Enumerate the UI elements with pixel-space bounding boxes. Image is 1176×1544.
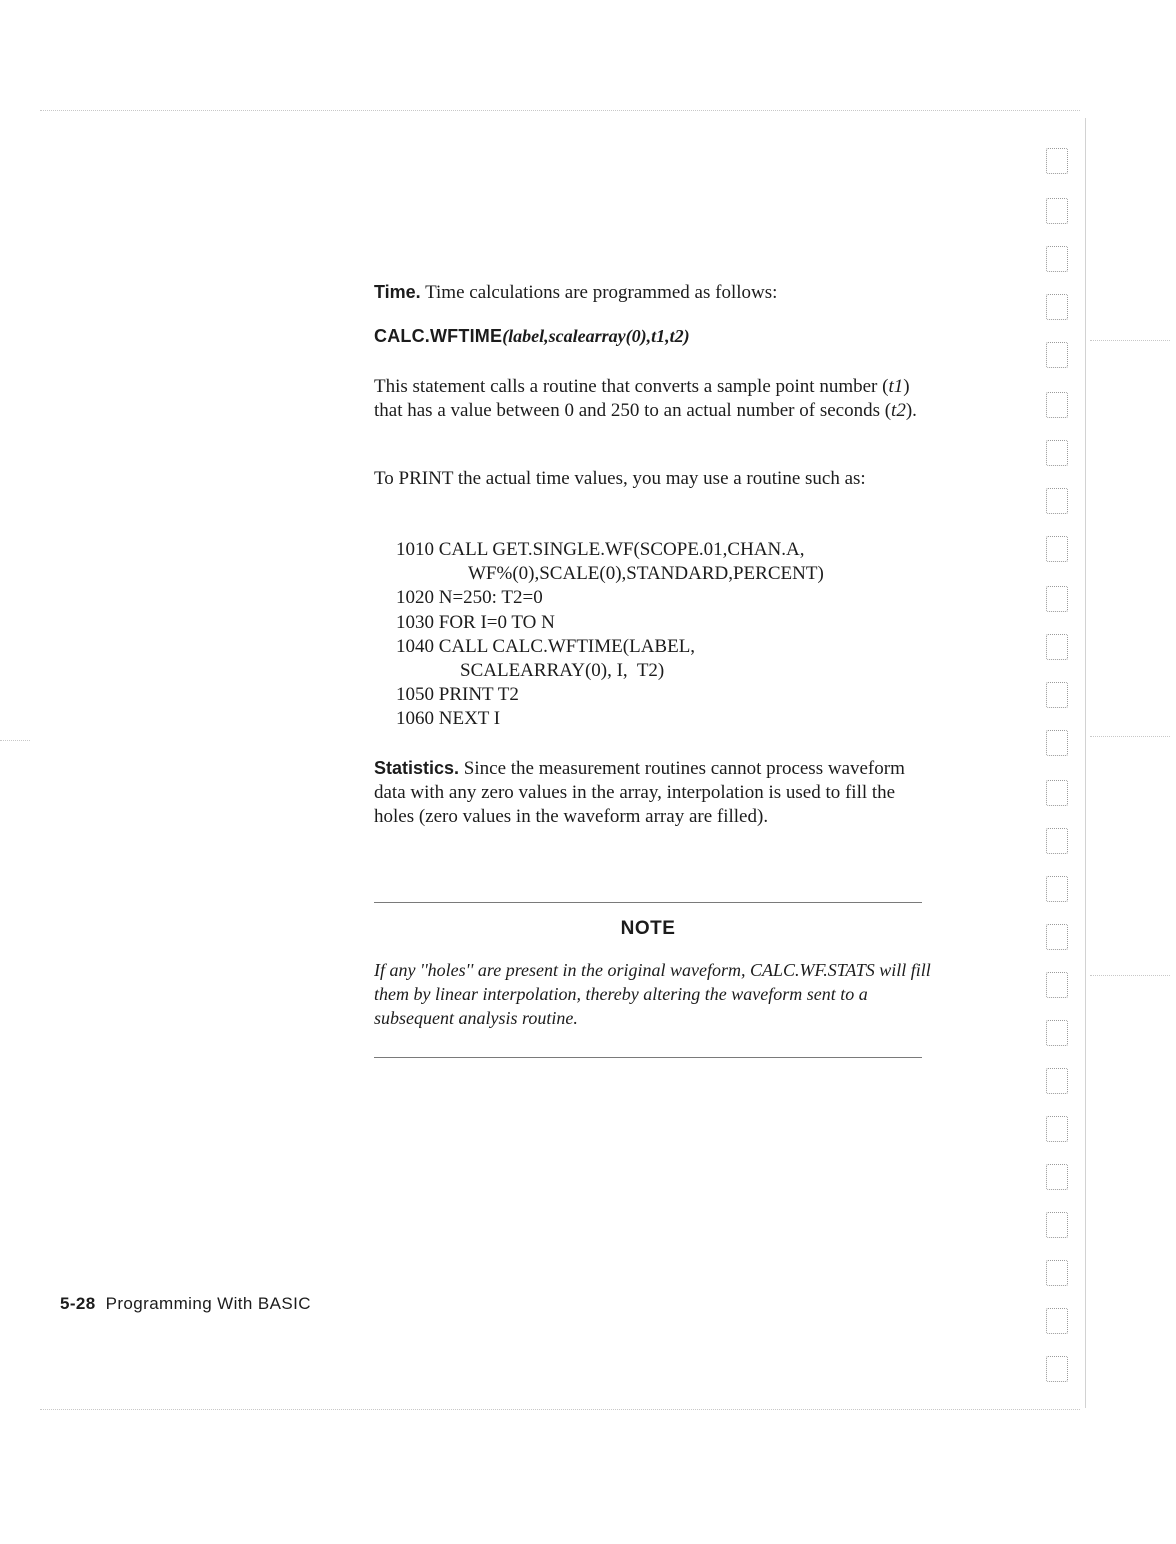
code-line: SCALEARRAY(0), I, T2) bbox=[460, 660, 665, 682]
binder-tab bbox=[1046, 1164, 1068, 1190]
binder-tab bbox=[1046, 148, 1068, 174]
code-line: 1010 CALL GET.SINGLE.WF(SCOPE.01,CHAN.A, bbox=[396, 539, 805, 560]
conversion-text-2: ) that has a value between 0 and 250 to an actual number of seconds ( bbox=[374, 376, 910, 421]
statistics-heading: Statistics. bbox=[374, 758, 460, 778]
binder-tab bbox=[1046, 198, 1068, 224]
binder-tab bbox=[1046, 1116, 1068, 1142]
statistics-text: Since the measurement routines cannot process waveform data with any zero values in the array, interpolation is used to fill the holes (zero values in the waveform array are filled). bbox=[374, 758, 905, 827]
scan-edge-top bbox=[40, 110, 1080, 111]
binder-tab bbox=[1046, 730, 1068, 756]
code-line: WF%(0),SCALE(0),STANDARD,PERCENT) bbox=[468, 563, 824, 585]
binder-tab bbox=[1046, 392, 1068, 418]
time-paragraph bbox=[374, 280, 934, 305]
binder-tab bbox=[1046, 924, 1068, 950]
binder-tab bbox=[1046, 1260, 1068, 1286]
binder-tab bbox=[1046, 634, 1068, 660]
note-rule-top bbox=[374, 902, 922, 903]
code-line: 1040 CALL CALC.WFTIME(LABEL, bbox=[396, 635, 696, 657]
footer-section: Programming With BASIC bbox=[105, 1294, 311, 1313]
conversion-text-1: This statement calls a routine that converts a sample point number ( bbox=[374, 376, 889, 397]
code-line: 1020 N=250: T2=0 bbox=[396, 587, 543, 609]
scan-mark-left bbox=[0, 740, 30, 741]
binder-tab bbox=[1046, 828, 1068, 854]
binder-tab bbox=[1046, 1308, 1068, 1334]
binder-tab bbox=[1046, 1356, 1068, 1382]
code-listing bbox=[396, 538, 956, 732]
binder-tab bbox=[1046, 586, 1068, 612]
scan-edge-bottom bbox=[40, 1409, 1080, 1410]
code-line: 1050 PRINT T2 bbox=[396, 684, 519, 706]
binder-tab bbox=[1046, 488, 1068, 514]
scan-mark-right-3 bbox=[1090, 975, 1170, 976]
scan-mark-right-1 bbox=[1090, 340, 1170, 341]
function-name: CALC.WFTIME bbox=[374, 326, 503, 346]
binder-tab bbox=[1046, 342, 1068, 368]
binder-tab bbox=[1046, 780, 1068, 806]
t2-term: t2 bbox=[891, 400, 906, 421]
binder-tab bbox=[1046, 1068, 1068, 1094]
binder-tab bbox=[1046, 1020, 1068, 1046]
function-arguments: (label,scalearray(0),t1,t2) bbox=[502, 326, 690, 346]
conversion-text-3: ). bbox=[905, 400, 917, 421]
binder-tab bbox=[1046, 246, 1068, 272]
page-number: 5-28 bbox=[60, 1294, 96, 1313]
note-rule-bottom bbox=[374, 1057, 922, 1058]
code-line: 1060 NEXT I bbox=[396, 708, 501, 730]
conversion-paragraph bbox=[374, 375, 922, 423]
print-paragraph: To PRINT the actual time values, you may use a routine such as: bbox=[374, 468, 866, 489]
binder-tab bbox=[1046, 294, 1068, 320]
binder-tab bbox=[1046, 440, 1068, 466]
binder-tab bbox=[1046, 682, 1068, 708]
function-signature bbox=[374, 326, 934, 347]
binder-edge bbox=[1085, 118, 1086, 1408]
time-heading: Time. bbox=[374, 282, 421, 302]
note-body: If any ''holes'' are present in the original waveform, CALC.WF.STATS will fill them by linear interpolation, thereby altering the waveform sent to a subsequent analysis routine. bbox=[374, 960, 931, 1028]
statistics-paragraph bbox=[374, 756, 926, 829]
scan-mark-right-2 bbox=[1090, 736, 1170, 737]
page-footer bbox=[60, 1294, 311, 1314]
binder-tab bbox=[1046, 972, 1068, 998]
note-title: NOTE bbox=[620, 918, 676, 939]
time-text: Time calculations are programmed as follows: bbox=[420, 282, 778, 303]
code-line: 1030 FOR I=0 TO N bbox=[396, 611, 555, 633]
binder-tab bbox=[1046, 876, 1068, 902]
binder-tab bbox=[1046, 536, 1068, 562]
binder-tabs bbox=[1046, 148, 1076, 1388]
t1-term: t1 bbox=[888, 376, 904, 397]
binder-tab bbox=[1046, 1212, 1068, 1238]
